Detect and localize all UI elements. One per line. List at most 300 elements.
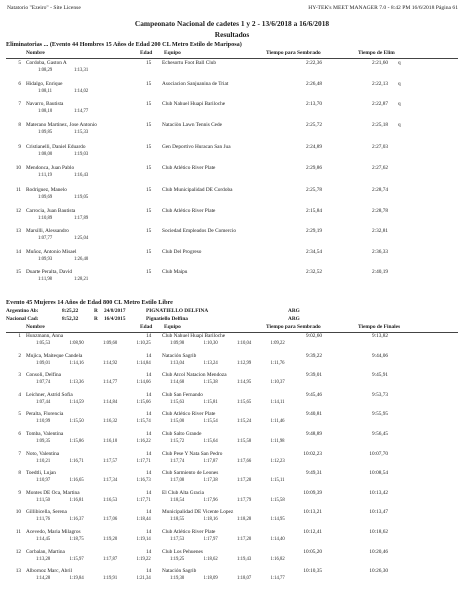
split-time: 1:16,22	[136, 439, 151, 444]
final-time: 9:45,91	[371, 372, 388, 379]
split-time: 1:16,37	[69, 517, 84, 523]
result-place: 2	[18, 352, 21, 359]
split-time: 1:09,35	[36, 439, 51, 444]
split-time: 1:09,69	[38, 195, 53, 200]
split-time: 1:14,68	[170, 380, 185, 386]
split-time: 1:14,59	[69, 399, 84, 405]
split-time: 1:07,44	[36, 399, 51, 405]
split-time: 1:18,44	[136, 517, 151, 523]
swimmer-name: Noto, Valentina	[26, 450, 60, 457]
final-time: 10:07,70	[369, 450, 388, 457]
split-time: 1:15,72	[170, 439, 185, 444]
seed-time: 9:49,31	[305, 470, 322, 477]
swimmer-age: 14	[146, 470, 152, 477]
record-date: 24/8/2017	[104, 308, 126, 314]
split-time: 1:15,66	[136, 399, 151, 405]
final-time: 9:56,45	[371, 431, 388, 437]
seed-time: 2:32,52	[305, 269, 322, 275]
split-time: 1:14,95	[237, 380, 252, 386]
split-time: 1:15,58	[237, 439, 252, 444]
final-time: 2:22,87	[371, 101, 388, 107]
final-time: 2:27,62	[371, 164, 388, 171]
event44-col-final: Tiempo de Elim	[358, 50, 395, 56]
final-time: 9:13,82	[371, 333, 388, 339]
split-time: 1:10,25	[136, 341, 151, 346]
swimmer-age: 14	[146, 509, 152, 516]
split-time: 1:16,43	[74, 172, 89, 178]
team-name: Club Los Pehuenes	[162, 548, 203, 555]
final-time: 9:53,73	[371, 391, 388, 398]
swimmer-name: Gillibicella, Serena	[26, 509, 67, 516]
split-time: 1:11,76	[36, 517, 51, 523]
split-time: 1:15,33	[74, 129, 89, 135]
split-time: 1:19,43	[237, 556, 252, 562]
seed-time: 2:22,36	[305, 60, 322, 66]
swimmer-name: Duarte Peralta, David	[26, 269, 73, 275]
split-time: 1:16,10	[103, 439, 118, 444]
split-time: 1:08,29	[38, 68, 53, 73]
split-time: 1:14,77	[270, 576, 285, 582]
swimmer-age: 15	[146, 269, 152, 275]
split-time: 1:19,05	[74, 195, 89, 200]
split-time: 1:07,77	[38, 236, 53, 241]
result-place: 12	[15, 548, 21, 555]
seed-time: 2:34,54	[305, 248, 322, 255]
result-place: 8	[18, 470, 21, 477]
swimmer-name: Marsilli, Alessandro	[26, 228, 69, 234]
swimmer-age: 14	[146, 411, 152, 418]
event45-col-name: Nombre	[26, 324, 45, 330]
team-name: Club Atlético River Plate	[162, 411, 216, 418]
team-name: Natación Sagrib	[162, 568, 197, 575]
final-time: 2:28,78	[371, 207, 388, 214]
split-time: 1:17,38	[203, 478, 218, 484]
result-place: 7	[18, 450, 21, 457]
swimmer-age: 14	[146, 333, 152, 339]
split-time: 1:16,53	[103, 497, 118, 503]
split-time: 1:14,84	[136, 360, 151, 366]
event45-separator	[6, 332, 458, 333]
split-time: 1:09,93	[38, 256, 53, 262]
split-time: 1:16,82	[270, 556, 285, 562]
result-place: 5	[18, 60, 21, 66]
split-time: 1:10,99	[36, 419, 51, 425]
team-name: Municipalidad DE Vicente Lopez	[162, 509, 234, 516]
event45-col-age: Edad	[140, 324, 153, 330]
swimmer-age: 14	[146, 450, 152, 457]
result-place: 9	[18, 144, 21, 150]
result-place: 11	[15, 529, 21, 535]
swimmer-name: Peralta, Florencia	[26, 411, 64, 418]
swimmer-age: 15	[146, 101, 152, 107]
split-time: 1:14,40	[270, 537, 285, 542]
split-time: 1:19,22	[136, 556, 151, 562]
split-time: 1:18,09	[203, 576, 218, 582]
split-time: 1:16,71	[69, 458, 84, 464]
split-time: 1:15,38	[203, 380, 218, 386]
split-time: 1:10,89	[38, 215, 53, 221]
split-time: 1:09,60	[103, 341, 118, 346]
split-time: 1:15,54	[203, 419, 218, 425]
split-time: 1:08,90	[69, 341, 84, 346]
record-date: 16/4/2015	[104, 316, 126, 322]
team-name: Gen Deportivo Huracan San Jua	[162, 144, 231, 150]
final-time: 10:13,47	[369, 509, 388, 516]
event45-col-seed: Tiempo para Sembrado	[266, 324, 321, 330]
split-time: 1:19,25	[170, 556, 185, 562]
team-name: Club Pese Y Nata San Pedro	[162, 450, 223, 457]
split-time: 1:18,62	[203, 556, 218, 562]
split-time: 1:18,07	[237, 576, 252, 582]
team-name: Club Nahuel Huapi Bariloche	[162, 333, 226, 339]
result-place: 7	[18, 101, 21, 107]
seed-time: 9:40,81	[305, 411, 322, 418]
split-time: 1:16,32	[103, 419, 118, 425]
split-time: 1:17,57	[103, 458, 118, 464]
swimmer-name: Acevedo, Maria Milagros	[26, 529, 81, 535]
team-name: Echesortu Foot Ball Club	[162, 60, 216, 66]
team-name: Club Atlético River Plate	[162, 164, 216, 171]
split-time: 1:09,22	[270, 341, 285, 346]
split-time: 1:19,14	[136, 537, 151, 542]
split-time: 1:17,08	[170, 478, 185, 484]
record-holder: Pignatiello Delfina	[146, 316, 188, 322]
team-name: Club Nahuel Huapi Bariloche	[162, 101, 226, 107]
team-name: Club Municipalidad DE Cordoba	[162, 187, 233, 193]
event44-col-team: Equipo	[164, 50, 181, 56]
swimmer-name: Materano Martinez, Jose Antonio	[26, 121, 97, 128]
final-time: 2:27,03	[371, 144, 388, 150]
team-name: Club San Fernando	[162, 391, 203, 398]
split-time: 1:17,34	[103, 478, 118, 484]
split-time: 1:18,16	[203, 517, 218, 523]
split-time: 1:14,95	[270, 517, 285, 523]
swimmer-name: Cristianelli, Daniel Eduardo	[26, 144, 86, 150]
split-time: 1:11,19	[38, 172, 53, 178]
swimmer-age: 15	[146, 248, 152, 255]
split-time: 1:15,63	[170, 399, 185, 405]
seed-time: 2:26,48	[305, 80, 322, 87]
split-time: 1:08,00	[38, 152, 53, 157]
split-time: 1:13,24	[203, 360, 218, 366]
split-time: 1:17,71	[136, 497, 151, 503]
swimmer-name: Rodriguez, Manelo	[26, 187, 67, 193]
result-place: 6	[18, 80, 21, 87]
final-time: 2:21,60	[371, 60, 388, 66]
split-time: 1:16,65	[69, 478, 84, 484]
seed-time: 2:13,70	[305, 101, 322, 107]
split-time: 1:17,71	[136, 458, 151, 464]
split-time: 1:11,50	[36, 497, 51, 503]
seed-time: 2:29,19	[305, 228, 322, 234]
split-time: 1:10,37	[270, 380, 285, 386]
result-place: 13	[15, 228, 21, 234]
result-place: 1	[18, 333, 21, 339]
swimmer-age: 14	[146, 431, 152, 437]
split-time: 1:16,73	[136, 478, 151, 484]
seed-time: 10:13,21	[303, 509, 322, 516]
swimmer-age: 15	[146, 228, 152, 234]
seed-time: 2:29,86	[305, 164, 322, 171]
record-label: Argentino Ab:	[6, 308, 39, 314]
seed-time: 9:48,89	[305, 431, 322, 437]
seed-time: 9:02,60	[305, 333, 322, 339]
split-time: 1:13,04	[170, 360, 185, 366]
swimmer-name: Navarro, Bautista	[26, 101, 64, 107]
event45-heading: Evento 45 Mujeres 14 Años de Edad 800 CL Metro Estilo Libre	[6, 299, 173, 306]
final-time: 2:36,33	[371, 248, 388, 255]
swimmer-age: 14	[146, 529, 152, 535]
split-time: 1:17,96	[203, 497, 218, 503]
team-name: Asociacion Sanjuanina de Triat	[162, 80, 229, 87]
final-time: 10:13,42	[369, 489, 388, 496]
event44-heading: Eliminatorias ... (Evento 44 Hombres 15 Años de Edad 200 CL Metro Estilo de Mariposa)	[6, 41, 242, 48]
split-time: 1:14,11	[270, 399, 285, 405]
event44-col-name: Nombre	[26, 50, 45, 56]
result-place: 11	[15, 187, 21, 193]
split-time: 1:05,53	[36, 341, 51, 346]
split-time: 1:10,21	[36, 458, 51, 464]
team-name: El Club Alta Gracia	[162, 489, 204, 496]
swimmer-name: Albornoz Marc, Abril	[26, 568, 73, 575]
seed-time: 10:10,35	[303, 568, 322, 575]
record-code: R	[94, 308, 98, 314]
split-time: 1:15,81	[203, 399, 218, 405]
split-time: 1:12,99	[237, 360, 252, 366]
split-time: 1:26,40	[74, 256, 89, 262]
final-time: 2:25,18	[371, 121, 388, 128]
qualifier-flag: q	[398, 60, 401, 66]
seed-time: 10:12,41	[303, 529, 322, 535]
record-code: R	[94, 316, 98, 322]
split-time: 1:15,50	[69, 419, 84, 425]
final-time: 2:40,19	[371, 269, 388, 275]
swimmer-age: 15	[146, 144, 152, 150]
swimmer-name: Corbalan, Martina	[26, 548, 65, 555]
meet-title: Campeonato Nacional de cadetes 1 y 2 - 13/6/2018 a 16/6/2018	[134, 19, 330, 28]
event44-col-age: Edad	[140, 50, 153, 56]
split-time: 1:17,53	[170, 537, 185, 542]
swimmer-age: 14	[146, 489, 152, 496]
split-time: 1:14,66	[136, 380, 151, 386]
split-time: 1:18,75	[69, 537, 84, 542]
result-place: 15	[15, 269, 21, 275]
split-time: 1:19,03	[74, 152, 89, 157]
split-time: 1:14,77	[103, 380, 118, 386]
swimmer-name: Toedtli, Lujan	[26, 470, 56, 477]
split-time: 1:14,16	[69, 360, 84, 366]
swimmer-age: 15	[146, 80, 152, 87]
team-name: Nataciòn Lawn Tennis Cede	[162, 121, 222, 128]
team-name: Club Atlético River Plate	[162, 207, 216, 214]
results-title: Resultados	[214, 30, 250, 39]
split-time: 1:13,31	[74, 68, 89, 73]
result-place: 6	[18, 431, 21, 437]
event45-col-team: Equipo	[164, 324, 181, 330]
swimmer-name: Montes DE Oca, Martina	[26, 489, 80, 496]
seed-time: 9:45,46	[305, 391, 322, 398]
swimmer-age: 15	[146, 121, 152, 128]
split-time: 1:17,20	[237, 537, 252, 542]
split-time: 1:15,64	[203, 439, 218, 444]
qualifier-flag: q	[398, 80, 401, 87]
seed-time: 10:05,20	[303, 548, 322, 555]
result-place: 14	[15, 248, 21, 255]
result-place: 10	[15, 509, 21, 516]
swimmer-name: Carrocia, Juan Bautista	[26, 207, 76, 214]
split-time: 1:17,79	[237, 497, 252, 503]
split-time: 1:09,98	[170, 341, 185, 346]
split-time: 1:16,81	[69, 497, 84, 503]
split-time: 1:15,00	[170, 419, 185, 425]
split-time: 1:13,28	[36, 556, 51, 562]
split-time: 1:14,28	[36, 576, 51, 582]
split-time: 1:25,04	[74, 236, 89, 241]
split-time: 1:14,45	[36, 537, 51, 542]
split-time: 1:19,91	[103, 576, 118, 582]
swimmer-name: Muñoz, Antonio Misael	[26, 248, 77, 255]
seed-time: 10:09,39	[303, 489, 322, 496]
split-time: 1:17,87	[103, 556, 118, 562]
final-time: 10:18,62	[369, 529, 388, 535]
seed-time: 9:39,22	[305, 352, 322, 359]
final-time: 2:22,13	[371, 80, 388, 87]
event44-separator	[6, 58, 458, 59]
split-time: 1:15,86	[69, 439, 84, 444]
team-name: Club Salto Grande	[162, 431, 202, 437]
header-license: Natatorio "Ezeiro" - Site License	[7, 5, 81, 11]
split-time: 1:15,24	[237, 419, 252, 425]
final-time: 10:08,54	[369, 470, 388, 477]
final-time: 10:20,46	[369, 548, 388, 555]
split-time: 1:15,97	[69, 556, 84, 562]
seed-time: 2:25,72	[305, 121, 322, 128]
split-time: 1:17,89	[74, 215, 89, 221]
swimmer-age: 14	[146, 568, 152, 575]
result-place: 12	[15, 207, 21, 214]
split-time: 1:10,04	[237, 341, 252, 346]
swimmer-age: 14	[146, 548, 152, 555]
swimmer-name: Mendonca, Juan Pablo	[26, 164, 75, 171]
swimmer-age: 14	[146, 372, 152, 379]
split-time: 1:14,77	[74, 109, 89, 114]
swimmer-name: Consoli, Delfina	[26, 372, 62, 379]
split-time: 1:14,84	[103, 399, 118, 405]
record-country: ARG	[288, 308, 300, 314]
split-time: 1:12,23	[270, 458, 285, 464]
qualifier-flag: q	[398, 121, 401, 128]
result-place: 3	[18, 372, 21, 379]
record-label: Nacional Cad:	[6, 316, 39, 322]
split-time: 1:09,01	[36, 360, 51, 366]
seed-time: 2:25,78	[305, 187, 322, 193]
record-country: ARG	[288, 316, 300, 322]
split-time: 1:19,30	[170, 576, 185, 582]
team-name: Club Maipu	[162, 269, 188, 275]
split-time: 1:17,66	[237, 458, 252, 464]
swimmer-age: 15	[146, 207, 152, 214]
final-time: 2:32,81	[371, 228, 388, 234]
result-place: 5	[18, 411, 21, 418]
swimmer-age: 14	[146, 391, 152, 398]
result-place: 8	[18, 121, 21, 128]
team-name: Sociedad Empleados De Comercio	[162, 228, 236, 234]
seed-time: 2:24,89	[305, 144, 322, 150]
event45-col-final: Tiempo de Finales	[358, 324, 401, 330]
result-place: 13	[15, 568, 21, 575]
qualifier-flag: q	[398, 101, 401, 107]
swimmer-name: Leichner, Astrid Sofia	[26, 391, 73, 398]
split-time: 1:10,30	[203, 341, 218, 346]
swimmer-age: 15	[146, 164, 152, 171]
result-place: 4	[18, 391, 21, 398]
split-time: 1:17,97	[203, 537, 218, 542]
split-time: 1:11,98	[38, 277, 53, 282]
seed-time: 9:39,01	[305, 372, 322, 379]
split-time: 1:11,46	[270, 419, 285, 425]
split-time: 1:19,84	[69, 576, 84, 582]
swimmer-name: Hidalgo, Enrique	[26, 80, 63, 87]
swimmer-age: 14	[146, 352, 152, 359]
team-name: Club Sarmiento de Leones	[162, 470, 219, 477]
split-time: 1:08,10	[38, 109, 53, 114]
split-time: 1:21,34	[136, 576, 151, 582]
swimmer-name: Hunzmann, Anna	[26, 333, 64, 339]
result-place: 10	[15, 164, 21, 171]
event44-col-seed: Tiempo para Sembrado	[266, 50, 321, 56]
split-time: 1:09,85	[38, 129, 53, 135]
swimmer-name: Tomba, Valentina	[26, 431, 64, 437]
record-time: 8:25,22	[62, 308, 79, 314]
team-name: Natación Sagrib	[162, 352, 197, 359]
split-time: 1:17,87	[203, 458, 218, 464]
swimmer-name: Cordoba, Gaston A	[26, 60, 67, 66]
split-time: 1:07,74	[36, 380, 51, 386]
split-time: 1:13,36	[69, 380, 84, 386]
split-time: 1:14,92	[103, 360, 118, 366]
split-time: 1:15,65	[237, 399, 252, 405]
final-time: 2:28,74	[371, 187, 388, 193]
final-time: 9:44,06	[371, 352, 388, 359]
final-time: 9:55,95	[371, 411, 388, 418]
split-time: 1:17,28	[237, 478, 252, 484]
result-place: 9	[18, 489, 21, 496]
split-time: 1:08,11	[38, 88, 53, 94]
split-time: 1:17,74	[170, 458, 185, 464]
header-meet-manager: HY-TEK's MEET MANAGER 7.0 - 8:42 PM 16/6/2018 Página 61	[308, 5, 458, 11]
split-time: 1:17,06	[103, 517, 118, 523]
seed-time: 10:02,23	[303, 450, 322, 457]
record-holder: PIGNATIELLO DELFINA	[146, 308, 209, 314]
final-time: 10:26,30	[369, 568, 388, 575]
split-time: 1:18,54	[170, 497, 185, 503]
split-time: 1:15,11	[270, 478, 285, 484]
swimmer-age: 15	[146, 60, 152, 66]
record-time: 8:52,32	[62, 316, 79, 322]
split-time: 1:18,28	[237, 517, 252, 523]
split-time: 1:15,74	[136, 419, 151, 425]
team-name: Club Atlético River Plate	[162, 529, 216, 535]
split-time: 1:11,76	[270, 360, 285, 366]
split-time: 1:10,97	[36, 478, 51, 484]
team-name: Club Atcol Natacion Mendoza	[162, 372, 227, 379]
seed-time: 2:15,84	[305, 207, 322, 214]
split-time: 1:18,55	[170, 517, 185, 523]
swimmer-age: 15	[146, 187, 152, 193]
team-name: Club Del Progreso	[162, 248, 202, 255]
split-time: 1:28,21	[74, 277, 89, 282]
split-time: 1:19,20	[103, 537, 118, 542]
